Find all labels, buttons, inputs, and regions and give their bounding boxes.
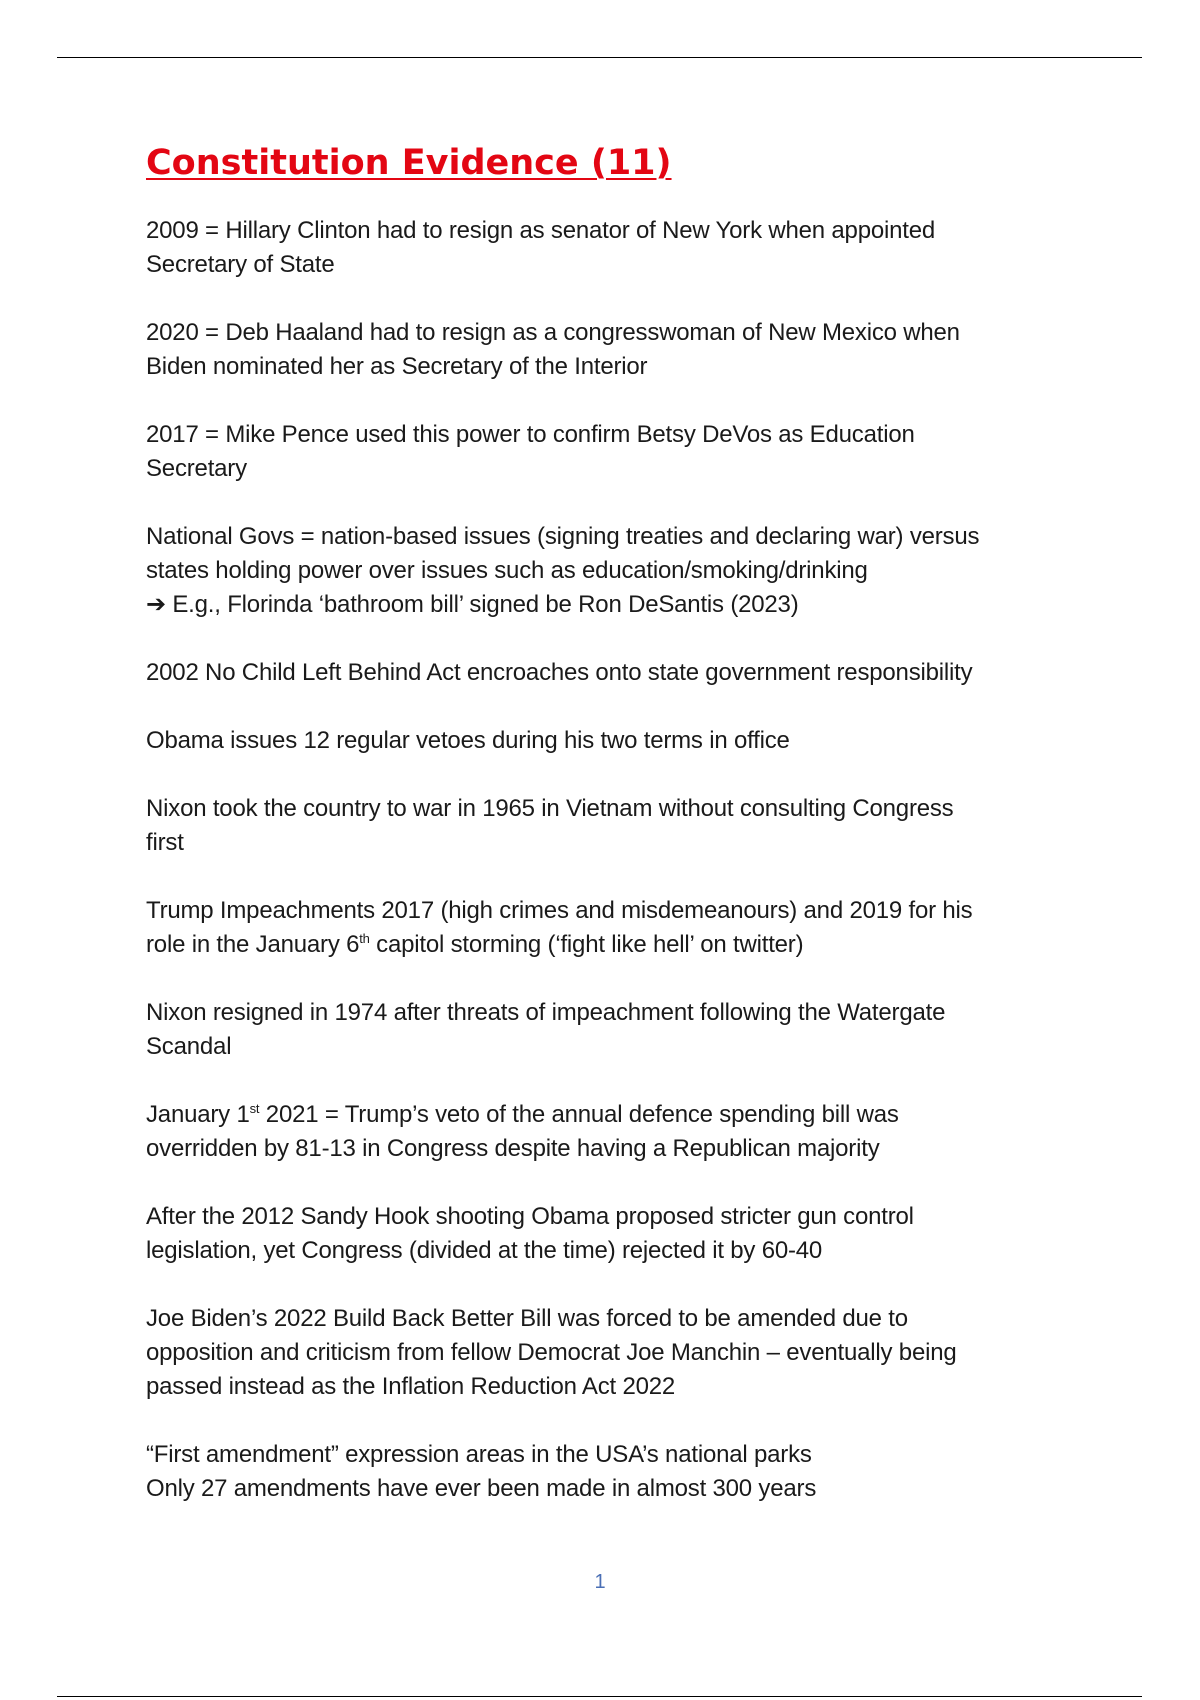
paragraph-no-child-left-behind: [146, 656, 1076, 690]
arrow-bullet-line: ➔ E.g., Florinda ‘bathroom bill’ signed be Ron DeSantis (2023): [146, 591, 799, 618]
text-line: Obama issues 12 regular vetoes during his two terms in office: [146, 727, 790, 754]
document-body: [146, 142, 1076, 1506]
ordinal-suffix: st: [249, 1101, 260, 1116]
header-rule: [57, 57, 1142, 58]
text-segment: 2021 = Trump’s veto of the annual defence spending bill was: [259, 1101, 899, 1128]
paragraph-pence: [146, 418, 1076, 486]
paragraph-nixon-vietnam: [146, 792, 1076, 860]
text-line: legislation, yet Congress (divided at the time) rejected it by 60-40: [146, 1237, 823, 1264]
text-line: overridden by 81-13 in Congress despite having a Republican majority: [146, 1135, 880, 1162]
text-segment: capitol storming (‘fight like hell’ on twitter): [369, 931, 804, 958]
text-line: 2020 = Deb Haaland had to resign as a congresswoman of New Mexico when: [146, 319, 960, 346]
paragraph-trump-impeachments: [146, 894, 1076, 962]
text-line: Trump Impeachments 2017 (high crimes and misdemeanours) and 2019 for his: [146, 897, 973, 924]
text-segment: January 1: [146, 1101, 250, 1128]
text-line: After the 2012 Sandy Hook shooting Obama proposed stricter gun control: [146, 1203, 914, 1230]
text-line: 2017 = Mike Pence used this power to confirm Betsy DeVos as Education: [146, 421, 915, 448]
text-line: states holding power over issues such as education/smoking/drinking: [146, 557, 868, 584]
text-line: opposition and criticism from fellow Democrat Joe Manchin – eventually being: [146, 1339, 957, 1366]
paragraph-obama-vetoes: [146, 724, 1076, 758]
text-line: Scandal: [146, 1033, 232, 1060]
paragraph-veto-override: [146, 1098, 1076, 1166]
ordinal-suffix: th: [359, 931, 370, 946]
paragraph-amendments: [146, 1438, 1076, 1506]
paragraph-haaland: [146, 316, 1076, 384]
text-line: 2002 No Child Left Behind Act encroaches onto state government responsibility: [146, 659, 973, 686]
paragraph-sandy-hook: [146, 1200, 1076, 1268]
text-segment: role in the January 6: [146, 931, 360, 958]
text-line: first: [146, 829, 184, 856]
text-line: Nixon took the country to war in 1965 in Vietnam without consulting Congress: [146, 795, 954, 822]
text-line: 2009 = Hillary Clinton had to resign as senator of New York when appointed: [146, 217, 936, 244]
footer-rule: [57, 1696, 1142, 1697]
page-number: 1: [594, 1571, 606, 1593]
text-line: Joe Biden’s 2022 Build Back Better Bill was forced to be amended due to: [146, 1305, 908, 1332]
paragraph-national-govs: [146, 520, 1076, 622]
paragraph-build-back-better: [146, 1302, 1076, 1404]
text-line: passed instead as the Inflation Reduction Act 2022: [146, 1373, 676, 1400]
text-line: Secretary of State: [146, 251, 335, 278]
text-line: Biden nominated her as Secretary of the Interior: [146, 353, 648, 380]
text-line: Only 27 amendments have ever been made in almost 300 years: [146, 1475, 817, 1502]
paragraph-clinton: [146, 214, 1076, 282]
paragraph-nixon-resigned: [146, 996, 1076, 1064]
text-line: Secretary: [146, 455, 247, 482]
text-line: [146, 928, 1076, 962]
text-line: [146, 1098, 1076, 1132]
page-title: Constitution Evidence (11): [146, 143, 672, 183]
text-line: Nixon resigned in 1974 after threats of impeachment following the Watergate: [146, 999, 946, 1026]
text-line: “First amendment” expression areas in the USA’s national parks: [146, 1441, 812, 1468]
text-line: National Govs = nation-based issues (signing treaties and declaring war) versus: [146, 523, 980, 550]
